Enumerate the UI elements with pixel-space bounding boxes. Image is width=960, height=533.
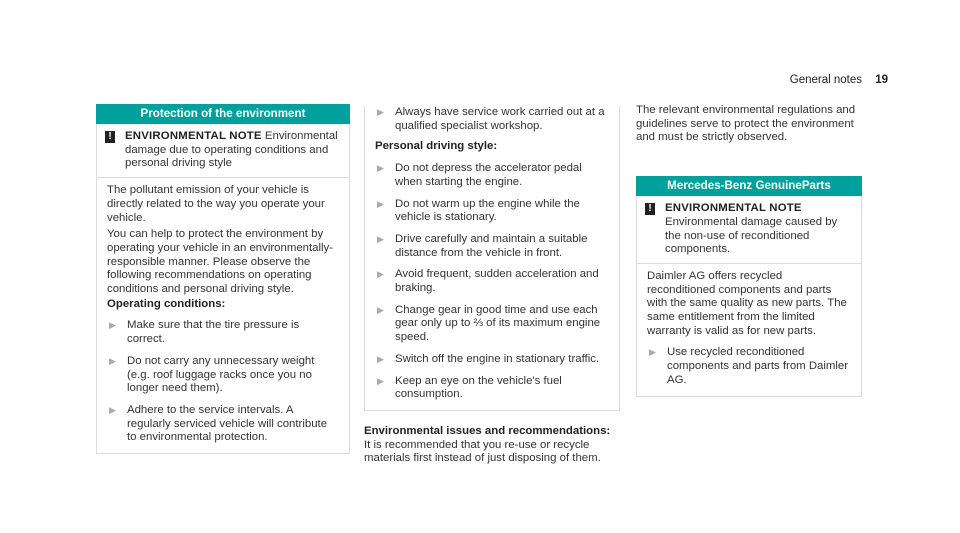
page-number: 19 [875,74,888,86]
list-item-text: Use recycled reconditioned components and parts from Daimler AG. [667,346,849,386]
genuine-parts-note-box [636,196,862,396]
list-item-text: Do not warm up the engine while the vehicle is stationary. [395,197,580,224]
column-1 [96,104,350,454]
note-text [665,202,853,257]
list-item [375,304,609,345]
operating-conditions-heading: Operating conditions: [107,297,226,310]
environmental-issues-text: It is recommended that you re-use or recycle materials first instead of just disposing of them. [364,438,601,465]
column-2 [364,104,620,466]
triangle-right-icon: ▶ [377,163,384,174]
triangle-right-icon: ▶ [377,353,384,364]
note-body [97,178,349,453]
list-item [375,198,609,225]
list-item-text: Keep an eye on the vehicle's fuel consumption. [395,374,562,401]
environmental-issues-section [364,425,620,466]
triangle-right-icon: ▶ [377,233,384,244]
list-item-text: Do not carry any unnecessary weight (e.g. roof luggage racks once you no longer need them). [127,354,315,395]
triangle-right-icon: ▶ [109,404,116,415]
triangle-right-icon: ▶ [377,375,384,386]
triangle-right-icon: ▶ [649,347,656,358]
note-header [97,124,349,178]
list-item [107,355,339,396]
regulations-paragraph: The relevant environmental regulations and guidelines serve to protect the environment and must be strictly observed. [636,104,856,144]
list-item [375,268,609,295]
note-description: Environmental damage due to operating conditions and personal driving style [125,130,338,170]
running-header [790,74,888,88]
environmental-note-box [96,124,350,454]
list-item [375,233,609,260]
list-item-text: Adhere to the service intervals. A regularly serviced vehicle will contribute to environmental protection. [127,403,328,444]
triangle-right-icon: ▶ [377,269,384,280]
list-item [375,162,609,189]
note-header [637,196,861,264]
list-item [647,346,851,387]
list-item [375,353,609,367]
list-item-text: Avoid frequent, sudden acceleration and braking. [395,268,599,295]
personal-driving-heading: Personal driving style: [375,140,498,153]
environmental-issues-heading: Environmental issues and recommendations: [364,424,611,437]
list-item-text: Always have service work carried out at a qualified specialist workshop. [395,106,605,132]
list-item-text: Switch off the engine in stationary traffic. [395,352,600,365]
note-text [125,130,341,171]
triangle-right-icon: ▶ [377,198,384,209]
section-title-environment: Protection of the environment [96,104,350,124]
note-label: ENVIRONMENTAL NOTE [665,202,802,215]
list-item [107,319,339,346]
list-item-text: Drive carefully and maintain a suitable distance from the vehicle in front. [395,232,588,259]
help-paragraph: You can help to protect the environment by operating your vehicle in an environmentally-responsible manner. Please observe the following recommendations on operating conditions and personal driving style. [107,228,334,296]
list-item-text: Change gear in good time and use each gear only up to ⅔ of its maximum engine speed. [395,303,601,344]
list-item [375,375,609,402]
list-item [375,106,609,133]
warning-icon: ! [645,203,655,215]
list-item [107,404,339,445]
continued-note-box [364,106,620,411]
list-item-text: Make sure that the tire pressure is correct. [127,319,300,346]
list-item-text: Do not depress the accelerator pedal when starting the engine. [395,162,582,188]
pollutant-paragraph: The pollutant emission of your vehicle is directly related to the way you operate your vehicle. [107,184,325,224]
section-name: General notes [789,74,862,86]
note-description: Environmental damage caused by the non-use of reconditioned components. [665,215,838,256]
column-3 [636,104,862,397]
daimler-paragraph: Daimler AG offers recycled reconditioned components and parts with the same quality as new parts. The same entitlement from the limited warranty is valid as for new parts. [647,269,847,337]
triangle-right-icon: ▶ [109,320,116,331]
triangle-right-icon: ▶ [377,107,384,117]
triangle-right-icon: ▶ [377,304,384,315]
note-body [637,264,861,396]
triangle-right-icon: ▶ [109,355,116,366]
warning-icon: ! [105,131,115,143]
note-label: ENVIRONMENTAL NOTE [125,130,262,142]
section-title-genuine-parts: Mercedes-Benz GenuineParts [636,176,862,196]
